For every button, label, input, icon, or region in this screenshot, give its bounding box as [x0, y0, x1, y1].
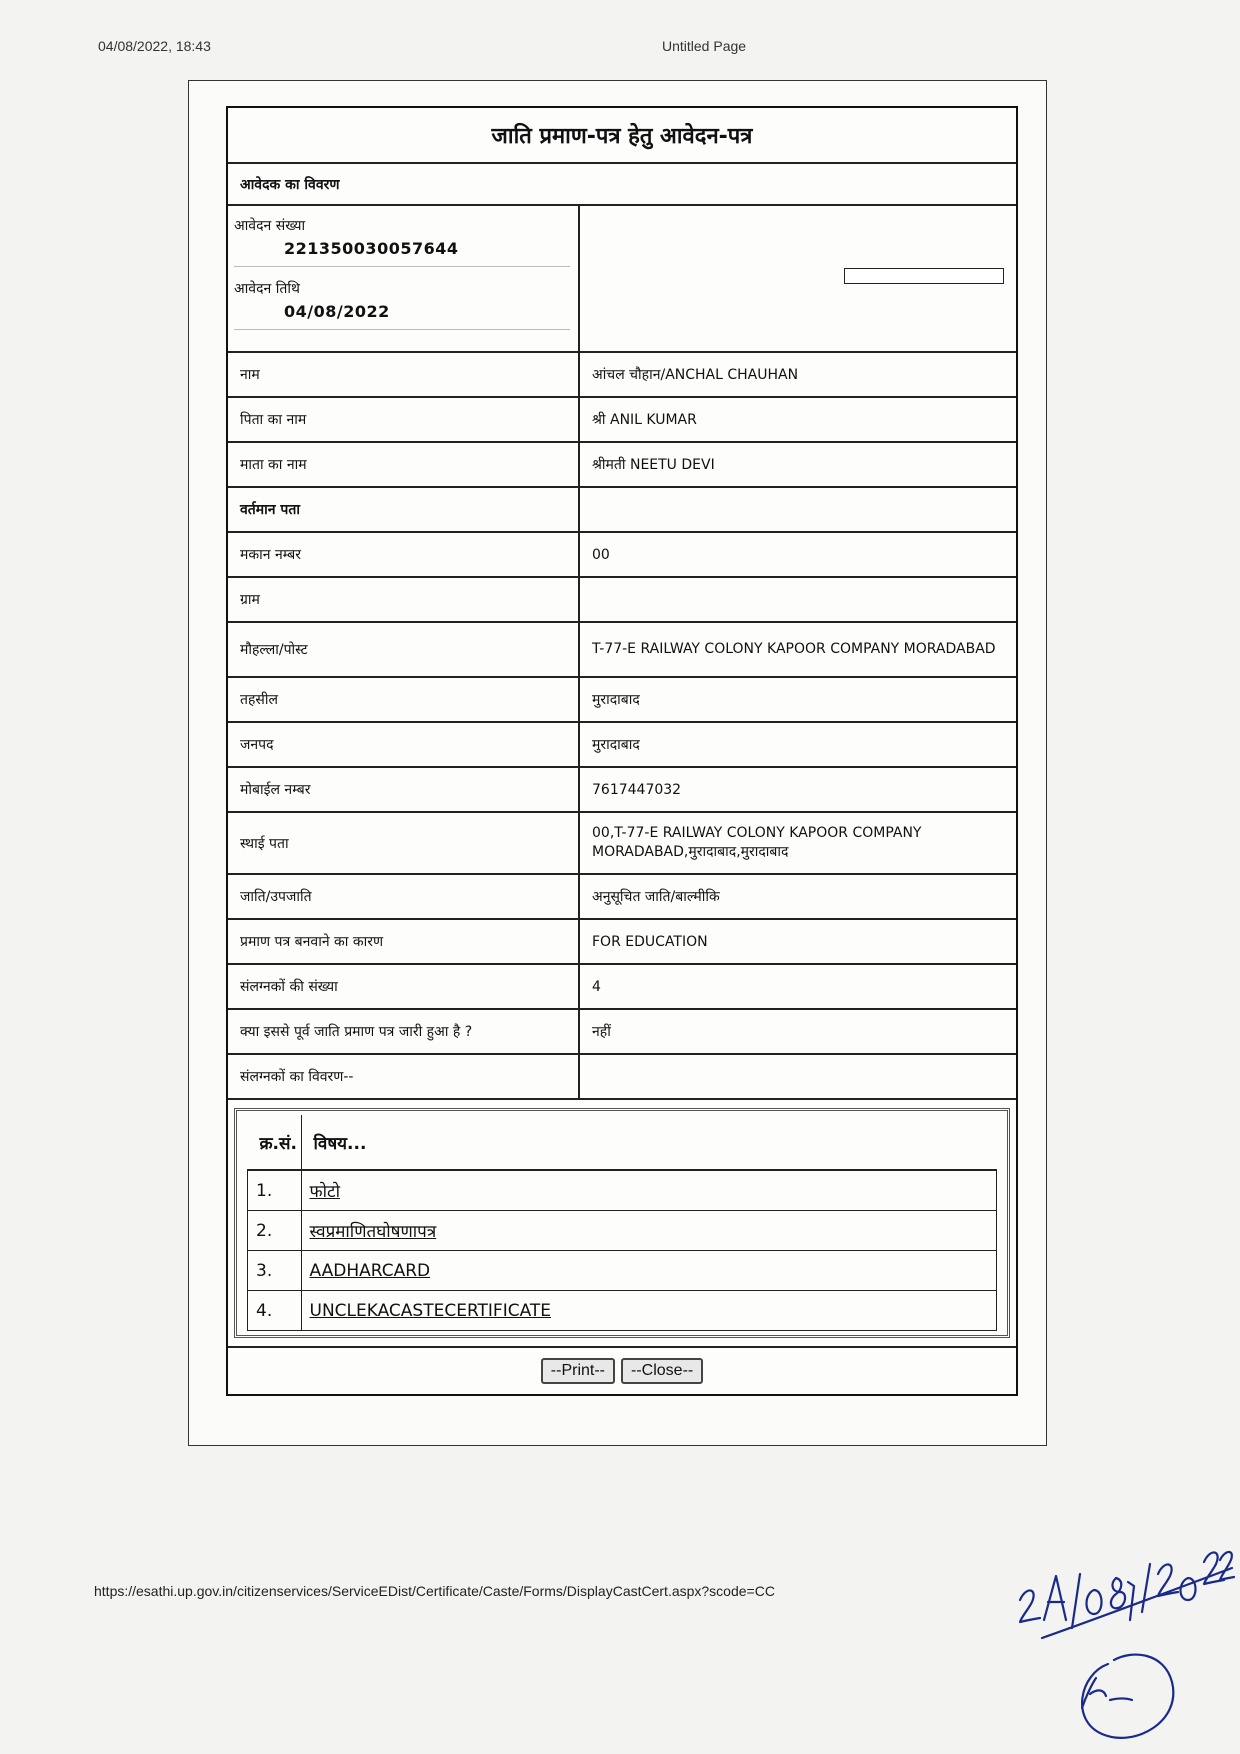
- application-number-block: [234, 214, 570, 267]
- application-number-label: आवेदन संख्या: [234, 218, 306, 234]
- attachments-section: [228, 1100, 1016, 1348]
- attachment-serial: 3.: [248, 1251, 302, 1291]
- field-label: नाम: [228, 353, 580, 396]
- field-row-mobile: [228, 768, 1016, 813]
- application-info-row: [228, 206, 1016, 353]
- column-header-serial: क्र.सं.: [248, 1115, 302, 1170]
- attachment-link-uncle-caste-certificate[interactable]: UNCLEKACASTECERTIFICATE: [309, 1300, 552, 1321]
- field-row-reason: [228, 920, 1016, 965]
- field-label: वर्तमान पता: [228, 488, 580, 531]
- field-row-caste: [228, 875, 1016, 920]
- field-label: जनपद: [228, 723, 580, 766]
- field-row-name: [228, 353, 1016, 398]
- field-row-attachment-details: [228, 1055, 1016, 1100]
- form-title: जाति प्रमाण-पत्र हेतु आवेदन-पत्र: [228, 108, 1016, 164]
- attachment-link-aadhar-card[interactable]: AADHARCARD: [309, 1260, 431, 1281]
- application-number-value: 221350030057644: [284, 239, 459, 258]
- footer-url: https://esathi.up.gov.in/citizenservices/ServiceEDist/Certificate/Caste/Forms/DisplayCastCert.aspx?scode=CC: [94, 1583, 775, 1599]
- field-value: FOR EDUCATION: [592, 933, 708, 950]
- attachment-serial: 4.: [248, 1291, 302, 1331]
- attachment-serial: 1.: [248, 1170, 302, 1211]
- button-bar: [228, 1348, 1016, 1394]
- attachments-header-row: [248, 1115, 997, 1170]
- field-label: मोबाईल नम्बर: [228, 768, 580, 811]
- handwritten-signature: [1012, 1478, 1240, 1754]
- field-label: क्या इससे पूर्व जाति प्रमाण पत्र जारी हुआ है ?: [228, 1010, 580, 1053]
- field-label: माता का नाम: [228, 443, 580, 486]
- print-button[interactable]: --Print--: [541, 1358, 615, 1384]
- table-row: [248, 1251, 997, 1291]
- field-value: [580, 488, 1016, 531]
- attachment-cell: [301, 1291, 997, 1331]
- field-value: नहीं: [592, 1024, 611, 1040]
- attachment-serial: 2.: [248, 1211, 302, 1251]
- field-row-village: [228, 578, 1016, 623]
- field-row-current-address: [228, 488, 1016, 533]
- field-value: 7617447032: [592, 781, 682, 798]
- field-value: 00,T-77-E RAILWAY COLONY KAPOOR COMPANY MORADABAD,मुरादाबाद,मुरादाबाद: [592, 825, 922, 860]
- field-value: T-77-E RAILWAY COLONY KAPOOR COMPANY MORADABAD: [592, 641, 996, 657]
- field-value: 00: [592, 546, 610, 563]
- print-page-title: Untitled Page: [662, 38, 747, 54]
- table-row: [248, 1211, 997, 1251]
- field-row-attachment-count: [228, 965, 1016, 1010]
- field-label: मौहल्ला/पोस्ट: [228, 623, 580, 676]
- attachment-link-self-declaration[interactable]: स्वप्रमाणितघोषणापत्र: [309, 1222, 437, 1242]
- application-info: [228, 206, 580, 351]
- attachment-cell: [301, 1170, 997, 1211]
- field-row-tehsil: [228, 678, 1016, 723]
- print-datetime: 04/08/2022, 18:43: [98, 38, 211, 54]
- field-row-father: [228, 398, 1016, 443]
- field-label: मकान नम्बर: [228, 533, 580, 576]
- field-row-permanent-address: [228, 813, 1016, 875]
- field-value: अनुसूचित जाति/बाल्मीकि: [592, 889, 720, 905]
- photo-box: [844, 268, 1004, 284]
- close-button[interactable]: --Close--: [621, 1358, 703, 1384]
- table-row: [248, 1291, 997, 1331]
- caste-certificate-application-form: [226, 106, 1018, 1396]
- photo-area: [580, 206, 1016, 351]
- field-value: आंचल चौहान/ANCHAL CHAUHAN: [592, 367, 799, 383]
- field-value: [580, 1055, 1016, 1098]
- field-label: पिता का नाम: [228, 398, 580, 441]
- application-date-block: [234, 277, 570, 330]
- column-header-subject: विषय...: [301, 1115, 997, 1170]
- attachments-table-frame: [234, 1108, 1010, 1338]
- field-label: तहसील: [228, 678, 580, 721]
- field-label: जाति/उपजाति: [228, 875, 580, 918]
- table-row: [248, 1170, 997, 1211]
- field-label: प्रमाण पत्र बनवाने का कारण: [228, 920, 580, 963]
- field-value: श्री ANIL KUMAR: [592, 412, 697, 428]
- field-row-mother: [228, 443, 1016, 488]
- field-label: ग्राम: [228, 578, 580, 621]
- application-date-label: आवेदन तिथि: [234, 281, 300, 297]
- field-label: संलग्नकों की संख्या: [228, 965, 580, 1008]
- section-applicant-details: आवेदक का विवरण: [228, 164, 1016, 206]
- attachment-cell: [301, 1211, 997, 1251]
- attachments-table: [247, 1115, 997, 1331]
- field-value: 4: [592, 978, 601, 995]
- field-value: मुरादाबाद: [592, 737, 640, 753]
- field-row-house-number: [228, 533, 1016, 578]
- field-label: स्थाई पता: [228, 813, 580, 873]
- application-date-value: 04/08/2022: [284, 302, 390, 321]
- field-value: [580, 578, 1016, 621]
- field-label: संलग्नकों का विवरण--: [228, 1055, 580, 1098]
- field-row-previous-issued: [228, 1010, 1016, 1055]
- attachment-cell: [301, 1251, 997, 1291]
- field-value: मुरादाबाद: [592, 692, 640, 708]
- field-row-district: [228, 723, 1016, 768]
- attachment-link-photo[interactable]: फोटो: [309, 1182, 340, 1202]
- field-row-locality: [228, 623, 1016, 678]
- field-value: श्रीमती NEETU DEVI: [592, 457, 715, 473]
